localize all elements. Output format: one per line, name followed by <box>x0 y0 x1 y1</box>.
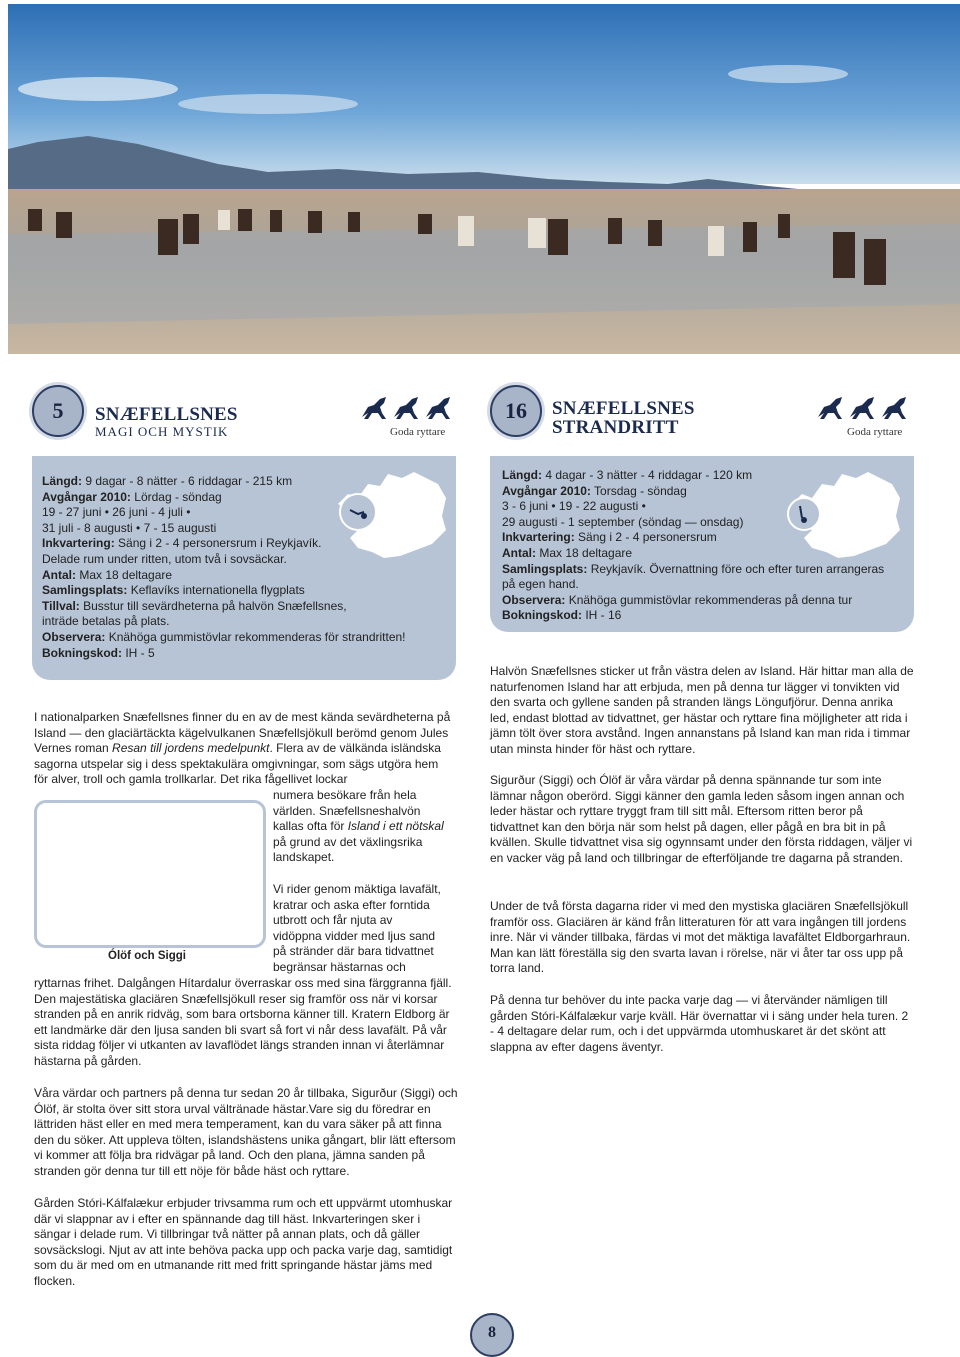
info-line <box>42 568 406 584</box>
info-label: Inkvartering: <box>42 536 115 551</box>
paragraph: ryttarnas frihet. Dalgången Hítardalur överraskar oss med sina färggranna fjäll. Den majestätiska glaciären Snæfellsjökull reser sig framför oss när vi korsar stranden på en anrik ridväg, som bara ortsborna känner till. Kratern Eldborg är ett landmärke där den ljusa sanden bli svart så fort vi når dess lavafält. På vår sista riddag följer vi utkanten av lavaflödet längs stranden innan vi återlämnar hästarna på gården. <box>34 976 452 1068</box>
horse-rating-icon <box>360 393 460 428</box>
wrap-text-1 <box>273 788 463 866</box>
tour-intro-text <box>34 710 454 788</box>
tour-number: 16 <box>505 398 527 423</box>
intro-text: I nationalparken Snæfellsnes finner du en av de mest kända sevärdheterna på Island — den glaciärtäckta kägelvulkanen Snæfellsjökull berömd genom Jules Vernes roman <box>34 710 451 756</box>
info-value: Lördag - söndag <box>130 489 222 504</box>
tour-body-text <box>490 664 914 758</box>
paragraph: Halvön Snæfellsnes sticker ut från västra delen av Island. Här hittar man alla de naturfenomen Island har att erbjuda, men på denna tur lägger vi tonvikten vid den svarta och gyllene sanden på stranden längs Löngufjörur. Denna anrika led, endast blottad av tidvattnet, ger hästar och ryttare fina möjligheter att rida i jämn tölt över stora avstånd. Ingen annanstans på Island kan man rida i timmar utan minsta hinder för häst och ryttare. <box>490 664 914 756</box>
info-line <box>42 614 406 630</box>
info-label: Avgångar 2010: <box>42 489 131 504</box>
host-photo-frame <box>34 800 266 948</box>
tour-info-box <box>32 456 456 680</box>
info-line <box>42 646 406 662</box>
info-value: 29 augusti - 1 september (söndag — onsdag) <box>502 514 744 529</box>
info-label: Längd: <box>502 468 542 482</box>
info-value: inträde betalas på plats. <box>42 614 170 629</box>
info-value: IH - 5 <box>122 645 155 660</box>
book-title: Resan till jordens medelpunkt <box>112 741 270 756</box>
info-value: Keflavíks internationella flygplats <box>127 583 305 598</box>
info-line <box>502 593 884 609</box>
info-line <box>502 577 884 593</box>
photo-caption: Ólöf och Siggi <box>108 950 186 962</box>
paragraph: Våra värdar och partners på denna tur sedan 20 år tillbaka, Sigurður (Siggi) och Ólöf, är stolta över sitt stora urval vältränade hästar.Vare sig du föredrar en lättriden häst eller en med mera temperament, kan du vara säker på att finna den du söker. Att uppleva tölten, islandshästens unika gångart, blir lätt eftersom vi kommer att följa bra ridvägar på land. Och den plana, jämna sanden på stranden gör denna tur till ett nöje för både häst och ryttare. <box>34 1086 458 1178</box>
tour-body-text <box>490 773 914 867</box>
info-label: Tillval: <box>42 598 80 613</box>
info-value: Säng i 2 - 4 personersrum i Reykjavík. <box>114 536 322 551</box>
info-label: Antal: <box>502 545 536 560</box>
wrap-text-2 <box>273 882 463 976</box>
tour-body-text <box>490 993 914 1055</box>
info-value: Torsdag - söndag <box>590 483 687 498</box>
tour-body-text <box>34 1086 458 1180</box>
info-value: på egen hand. <box>502 577 579 592</box>
info-label: Observera: <box>502 592 566 607</box>
italic-phrase: Island i ett nötskal <box>347 819 444 834</box>
text-line: kallas ofta för <box>273 819 348 834</box>
info-value: Max 18 deltagare <box>536 545 633 560</box>
tour-title-line1: SNÆFELLSNES <box>552 398 695 419</box>
tour-body-text <box>490 899 914 977</box>
info-value: Knähöga gummistövlar rekommenderas för strandritten! <box>105 629 406 644</box>
tour-body-text <box>34 976 454 1070</box>
paragraph: Sigurður (Siggi) och Ólöf är våra värdar på denna spännande tur som inte lämnar någon oberörd. Siggi känner den gamla leden såsom ingen annan och leder hästar och ryttare tryggt fram till sitt mål. Eftersom ritten beror på tidvattnet kan den börja när som helst på dagen, eller pågå en bra bit in på kvällen. Skulle tidvattnet visa sig ogynnsamt under den första riddagen, väljer vi en vacker väg på land och tillbringar de efterföljande tre dagarna på stranden. <box>490 773 913 865</box>
info-value: 4 dagar - 3 nätter - 4 riddagar - 120 km <box>542 468 753 482</box>
iceland-map-icon <box>782 464 906 569</box>
info-label: Bokningskod: <box>42 645 122 660</box>
info-value: Knähöga gummistövlar rekommenderas på denna tur <box>565 592 853 607</box>
page-number: 8 <box>470 1313 514 1357</box>
text-line: världen. Snæfellsneshalvön <box>273 803 421 818</box>
info-label: Bokningskod: <box>502 608 582 623</box>
info-label: Antal: <box>42 567 76 582</box>
info-value: IH - 16 <box>582 608 622 623</box>
info-label: Observera: <box>42 629 106 644</box>
intro-text-end: . Flera av de välkända isländska sagorna utspelar sig i dess spektakulära omgivningar, som sägs utgöra hem för alver, troll och gamla trollkarlar. Det rika fågellivet lockar <box>34 741 441 787</box>
text-line: kratrar och aska efter forntida <box>273 897 430 912</box>
info-value: 19 - 27 juni • 26 juni - 4 juli • <box>42 505 191 520</box>
horse-rating-icon <box>816 393 916 428</box>
info-label: Längd: <box>42 474 82 488</box>
text-line: utbrott och får njuta av <box>273 913 393 928</box>
info-value: Max 18 deltagare <box>76 567 173 582</box>
info-line <box>502 608 884 624</box>
info-value: 9 dagar - 8 nätter - 6 riddagar - 215 km <box>82 474 293 488</box>
tour-number-badge <box>490 385 542 437</box>
tour-number-badge <box>32 385 84 437</box>
text-line: på grund av det växlingsrika <box>273 834 423 849</box>
rating-label: Goda ryttare <box>847 426 903 438</box>
info-value: Säng i 2 - 4 personersrum <box>574 530 717 545</box>
text-line: vidöppna vidder med ljus sand <box>273 928 436 943</box>
text-line: på stränder där bara tidvattnet <box>273 944 434 959</box>
tour-title: SNÆFELLSNES <box>95 404 238 425</box>
rating-label: Goda ryttare <box>390 426 446 438</box>
info-value: 31 juli - 8 augusti • 7 - 15 augusti <box>42 520 217 535</box>
info-line <box>42 630 406 646</box>
info-label: Inkvartering: <box>502 530 575 545</box>
paragraph: Under de två första dagarna rider vi med den mystiska glaciären Snæfellsjökull framför oss. Glaciären är känd från litteraturen för att vara ingången till jordens inre. När vi vänder tillbaka, färdas vi mot det mäktiga lavafältet Eldborgarhraun. Man kan lätt föreställa sig den svarta lavan i rörelse, när vi åter tar oss upp på torra land. <box>490 899 911 976</box>
tour-body-text <box>34 1196 454 1290</box>
tour-subtitle: MAGI OCH MYSTIK <box>95 424 229 439</box>
info-label: Avgångar 2010: <box>502 483 591 498</box>
beach-horses-photo <box>8 4 960 354</box>
info-value: Busstur till sevärdheterna på halvön Snæfellsnes, <box>79 598 347 613</box>
tour-title-line2: STRANDRITT <box>552 417 679 438</box>
text-line: numera besökare från hela <box>273 788 417 802</box>
info-line <box>42 583 406 599</box>
paragraph: Gården Stóri-Kálfalækur erbjuder trivsamma rum och ett uppvärmt utomhuskar där vi slappnar av i efter en spännande dag till häst. Inkvarteringen sker i sängar i delade rum. Vi tillbringar två nätter på annan plats, och då gäller sovsäckslogi. Njut av att inte behöva packa upp och packa varje dag, samtidigt som du är med om en utmanande ritt med fritt springande hästar jäms med flocken. <box>34 1196 453 1288</box>
text-line: landskapet. <box>273 850 335 865</box>
tour-number: 5 <box>52 398 64 423</box>
info-value: Delade rum under ritten, utom två i sovsäckar. <box>42 551 287 566</box>
tour-info-box <box>490 456 914 632</box>
info-line <box>42 599 406 615</box>
paragraph: På denna tur behöver du inte packa varje dag — vi återvänder nämligen till gården Stóri-Kálfalækur varje kväll. Här övernattar vi i säng under hela turen. 2 - 4 deltagare delar rum, och i det uppvärmda utomhuskaret är det skönt att slappna av efter dagens äventyr. <box>490 993 909 1054</box>
text-line: Vi rider genom mäktiga lavafält, <box>273 882 441 896</box>
iceland-map-icon <box>328 464 452 569</box>
info-label: Samlingsplats: <box>502 561 588 576</box>
info-label: Samlingsplats: <box>42 583 128 598</box>
info-value: 3 - 6 juni • 19 - 22 augusti • <box>502 499 646 514</box>
text-line: begränsar hästarnas och <box>273 959 406 974</box>
info-value: Reykjavík. Övernattning före och efter turen arrangeras <box>587 561 885 576</box>
